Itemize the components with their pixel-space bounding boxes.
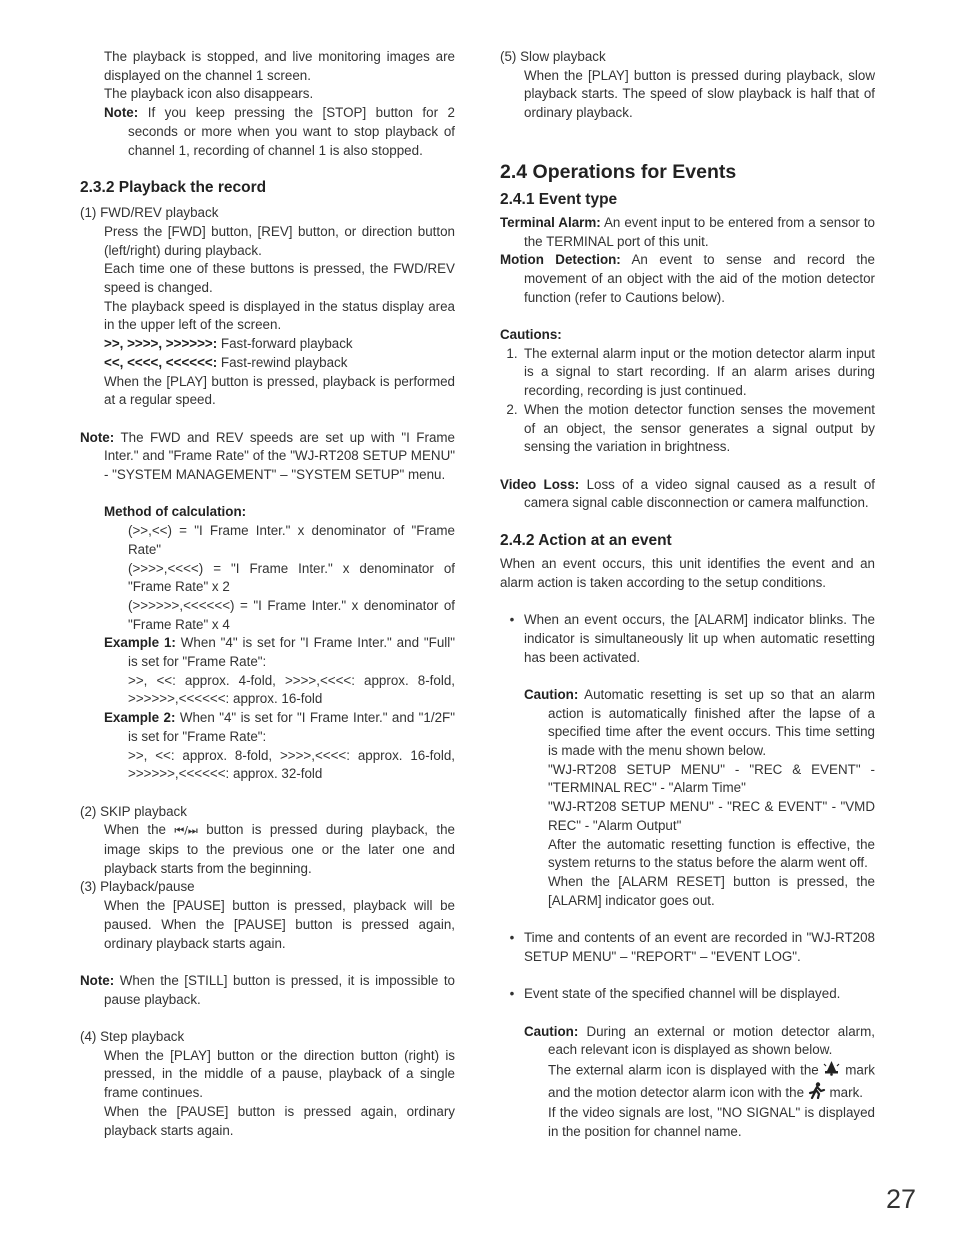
item2-body: When the ⏮/⏭ button is pressed during playback, the image skips to the previous one or the later one and playback starts from the beginning. bbox=[104, 822, 455, 876]
cautions-label: Cautions: bbox=[500, 327, 562, 343]
left-column bbox=[80, 48, 455, 1140]
caution-line: When the [ALARM RESET] button is pressed, the [ALARM] indicator goes out. bbox=[548, 873, 875, 908]
motion-detection: Motion Detection: An event to sense and record the movement of an object with the aid of the motion detector function (refer to Cautions below). bbox=[500, 252, 875, 305]
icon-description: The external alarm icon is displayed with the mark and the motion detector alarm icon with the mark. bbox=[500, 1060, 875, 1104]
item1-line: Press the [FWD] button, [REV] button, or direction button (left/right) during playback. bbox=[104, 223, 455, 258]
terminal-alarm: Terminal Alarm: An event input to be entered from a sensor to the TERMINAL port of this unit. bbox=[500, 214, 875, 249]
item3-body: When the [PAUSE] button is pressed, playback will be paused. When the [PAUSE] button is pressed again, ordinary playback starts again. bbox=[104, 898, 455, 951]
example-1: Example 1: When "4" is set for "I Frame Inter." and "Full" is set for "Frame Rate": bbox=[104, 635, 455, 670]
example-2: Example 2: When "4" is set for "I Frame Inter." and "1/2F" is set for "Frame Rate": bbox=[104, 710, 455, 744]
caution-auto-reset: Caution: Automatic resetting is set up so that an alarm action is automatically finished after the lapse of a specified time after the event occurs. This time setting is made with the menu shown below. bbox=[524, 686, 875, 759]
item5-body: When the [PLAY] button is pressed during playback, slow playback starts. The speed of slow playback is half that of ordinary playback. bbox=[524, 67, 875, 121]
item1-line: The playback speed is displayed in the status display area in the upper left of the screen. bbox=[104, 298, 455, 333]
item4-title: (4) Step playback bbox=[80, 1029, 185, 1045]
intro-line: The playback is stopped, and live monitoring images are displayed on the channel 1 screen. bbox=[104, 49, 455, 83]
stop-note: Note: If you keep pressing the [STOP] button for 2 seconds or more when you want to stop playback of channel 1, recording of channel 1 is also stopped. bbox=[104, 105, 455, 158]
caution-item: 2. When the motion detector function senses the movement of an object, the sensor generates a signal output by sensing the variation in brightness. bbox=[506, 401, 875, 455]
method-line: (>>>>>>,<<<<<<) = "I Frame Inter." x denominator of "Frame Rate" x 4 bbox=[128, 597, 455, 632]
bullet-event-state: • Event state of the specified channel will be displayed. bbox=[509, 986, 841, 1002]
method-label: Method of calculation: bbox=[104, 504, 247, 520]
still-note: Note: When the [STILL] button is pressed, it is impossible to pause playback. bbox=[80, 972, 455, 1007]
item1-title: (1) FWD/REV playback bbox=[80, 205, 219, 221]
method-line: (>>,<<) = "I Frame Inter." x denominator of "Frame Rate" bbox=[128, 523, 455, 557]
caution-item: 1. The external alarm input or the motion detector alarm input is a signal to start recording. If an alarm arises during recording, recording is just continued. bbox=[506, 345, 875, 399]
skip-icon: ⏮/⏭ bbox=[174, 824, 198, 838]
external-alarm-icon bbox=[823, 1060, 840, 1082]
heading-2-4-1: 2.4.1 Event type bbox=[500, 190, 618, 208]
page-number: 27 bbox=[886, 1184, 917, 1214]
method-line: (>>>>,<<<<) = "I Frame Inter." x denominator of "Frame Rate" x 2 bbox=[128, 560, 455, 595]
item2-title: (2) SKIP playback bbox=[80, 803, 187, 819]
fwd-rev-note: Note: The FWD and REV speeds are set up with "I Frame Inter." and "Frame Rate" of the "WJ-RT208 SETUP MENU" - "SYSTEM MANAGEMENT" – "SYSTEM SETUP" menu. bbox=[80, 429, 455, 483]
intro-line: The playback icon also disappears. bbox=[104, 86, 314, 102]
fast-rewind-line: <<, <<<<, <<<<<<: Fast-rewind playback bbox=[104, 354, 348, 370]
example-2-result: >>, <<: approx. 8-fold, >>>>,<<<<: approx. 16-fold, >>>>>>,<<<<<<: approx. 32-fold bbox=[128, 747, 455, 782]
play-regular-line: When the [PLAY] button is pressed, playback is performed at a regular speed. bbox=[104, 373, 455, 408]
example-1-result: >>, <<: approx. 4-fold, >>>>,<<<<: approx. 8-fold, >>>>>>,<<<<<<: approx. 16-fold bbox=[128, 672, 455, 707]
item4-line: When the [PLAY] button or the direction button (right) is pressed, in the middle of a pause, playback of a single frame continues. bbox=[104, 1047, 455, 1101]
item3-title: (3) Playback/pause bbox=[80, 879, 195, 895]
caution-auto-reset-lines bbox=[500, 761, 875, 911]
caution-line: "WJ-RT208 SETUP MENU" - "REC & EVENT" - "VMD REC" - "Alarm Output" bbox=[548, 799, 875, 833]
video-loss: Video Loss: Loss of a video signal caused as a result of camera signal cable disconnection or camera malfunction. bbox=[500, 476, 875, 511]
bullet-event-log: • Time and contents of an event are recorded in "WJ-RT208 SETUP MENU" – "REPORT" – "EVENT LOG". bbox=[509, 930, 875, 964]
motion-detector-alarm-icon bbox=[808, 1082, 826, 1105]
caution-line: "WJ-RT208 SETUP MENU" - "REC & EVENT" - "TERMINAL REC" - "Alarm Time" bbox=[548, 761, 875, 796]
item1-body bbox=[80, 223, 455, 410]
fast-forward-line: >>, >>>>, >>>>>>: Fast-forward playback bbox=[104, 336, 353, 352]
item4-line: When the [PAUSE] button is pressed again, ordinary playback starts again. bbox=[104, 1103, 455, 1138]
method-lines bbox=[80, 522, 455, 634]
item4-body bbox=[80, 1047, 455, 1141]
bullet-alarm-indicator: • When an event occurs, the [ALARM] indicator blinks. The indicator is simultaneously lit up when automatic resetting has been activated. bbox=[509, 612, 875, 665]
heading-2-4: 2.4 Operations for Events bbox=[500, 160, 737, 183]
caution-alarm-icons: Caution: During an external or motion detector alarm, each relevant icon is displayed as shown below. bbox=[524, 1023, 875, 1058]
action-intro: When an event occurs, this unit identifies the event and an alarm action is taken according to the setup conditions. bbox=[500, 556, 875, 590]
playback-stop-text bbox=[80, 48, 455, 160]
no-signal-text: If the video signals are lost, "NO SIGNAL" is displayed in the position for channel name. bbox=[548, 1105, 875, 1140]
caution-line: After the automatic resetting function is effective, the system returns to the status before the alarm went off. bbox=[548, 836, 875, 871]
item5-title: (5) Slow playback bbox=[500, 49, 606, 64]
heading-2-4-2: 2.4.2 Action at an event bbox=[500, 532, 672, 550]
right-column bbox=[500, 48, 875, 1142]
heading-2-3-2: 2.3.2 Playback the record bbox=[80, 179, 267, 197]
item1-line: Each time one of these buttons is pressed, the FWD/REV speed is changed. bbox=[104, 261, 455, 296]
